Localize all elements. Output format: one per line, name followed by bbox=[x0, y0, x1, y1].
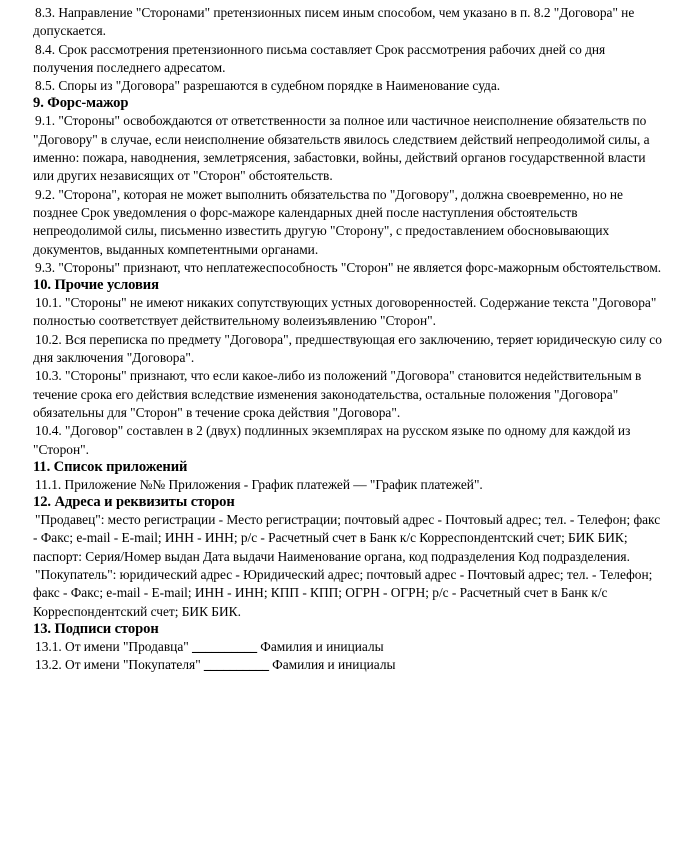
section-heading-12: 12. Адреса и реквизиты сторон bbox=[33, 494, 235, 511]
signature-buyer-blank[interactable]: __________ bbox=[203, 657, 269, 673]
section-heading-9: 9. Форс-мажор bbox=[33, 95, 129, 112]
clause-10-2: 10.2. Вся переписка по предмету "Договора", предшествующая его заключению, теряет юридическую силу со дня заключения "Договора". bbox=[33, 331, 662, 366]
signature-line-buyer bbox=[33, 656, 667, 674]
signature-line-seller bbox=[33, 638, 667, 656]
document-body bbox=[33, 4, 667, 675]
section-heading-10: 10. Прочие условия bbox=[33, 277, 159, 294]
clause-9-3: 9.3. "Стороны" признают, что неплатежеспособность "Сторон" не является форс-мажорным обстоятельством. bbox=[35, 259, 662, 275]
clause-10-1: 10.1. "Стороны" не имеют никаких сопутствующих устных договоренностей. Содержание текста "Договора" полностью соответствует действительному волеизъявлению "Сторон". bbox=[33, 295, 657, 329]
clause-8-3: 8.3. Направление "Сторонами" претензионных писем иным способом, чем указано в п. 8.2 "Договора" не допускается. bbox=[33, 5, 635, 39]
requisites-seller: "Продавец": место регистрации - Место регистрации; почтовый адрес - Почтовый адрес; тел. - Телефон; факс - Факс; e-mail - E-mail; ИНН - ИНН; р/с - Расчетный счет в Банк к/с Корреспондентский счет; БИК БИК; паспорт: Серия/Номер выдан Дата выдачи Наименование органа, код подразделения Код подразделения. bbox=[33, 512, 661, 564]
clause-10-3: 10.3. "Стороны" признают, что если какое-либо из положений "Договора" становится недействительным в течение срока его действия вследствие изменения законодательства, остальные положения "Договора" обязательны для "Сторон" в течение срока действия "Договора". bbox=[33, 368, 642, 420]
signature-seller-blank[interactable]: __________ bbox=[192, 638, 257, 654]
section-heading-11: 11. Список приложений bbox=[33, 458, 188, 475]
clause-8-5: 8.5. Споры из "Договора" разрешаются в судебном порядке в Наименование суда. bbox=[35, 78, 501, 94]
clause-8-4: 8.4. Срок рассмотрения претензионного письма составляет Срок рассмотрения рабочих дней со дня получения последнего адресатом. bbox=[33, 41, 606, 75]
signature-buyer-prefix: 13.2. От имени "Покупателя" bbox=[35, 657, 201, 673]
clause-9-2: 9.2. "Сторона", которая не может выполнить обязательства по "Договору", должна своевременно, но не позднее Срок уведомления о форс-мажоре календарных дней после наступления обстоятельств непреодолимой силы, письменно известить другую "Сторону", с предоставлением обосновывающих документов, выданных компетентными органами. bbox=[33, 186, 623, 257]
section-heading-13: 13. Подписи сторон bbox=[33, 620, 159, 637]
signature-seller-suffix: Фамилия и инициалы bbox=[260, 638, 384, 654]
clause-10-4: 10.4. "Договор" составлен в 2 (двух) подлинных экземплярах на русском языке по одному для каждой из "Сторон". bbox=[33, 423, 631, 457]
clause-9-1: 9.1. "Стороны" освобождаются от ответственности за полное или частичное неисполнение обязательств по "Договору" в случае, если неисполнение обязательств явилось следствием действий непреодолимой силы, а именно: пожара, наводнения, землетрясения, забастовки, войны, действий органов государственной власти или других независящих от "Сторон" обстоятельств. bbox=[33, 113, 650, 184]
clause-11-1: 11.1. Приложение №№ Приложения - График платежей — "График платежей". bbox=[35, 476, 483, 492]
signature-buyer-suffix: Фамилия и инициалы bbox=[272, 657, 396, 673]
requisites-buyer: "Покупатель": юридический адрес - Юридический адрес; почтовый адрес - Почтовый адрес; тел. - Телефон; факс - Факс; e-mail - E-mail; ИНН - ИНН; КПП - КПП; ОГРН - ОГРН; р/с - Расчетный счет в Банк к/с Корреспондентский счет; БИК БИК. bbox=[33, 567, 653, 619]
signature-seller-prefix: 13.1. От имени "Продавца" bbox=[35, 638, 189, 654]
